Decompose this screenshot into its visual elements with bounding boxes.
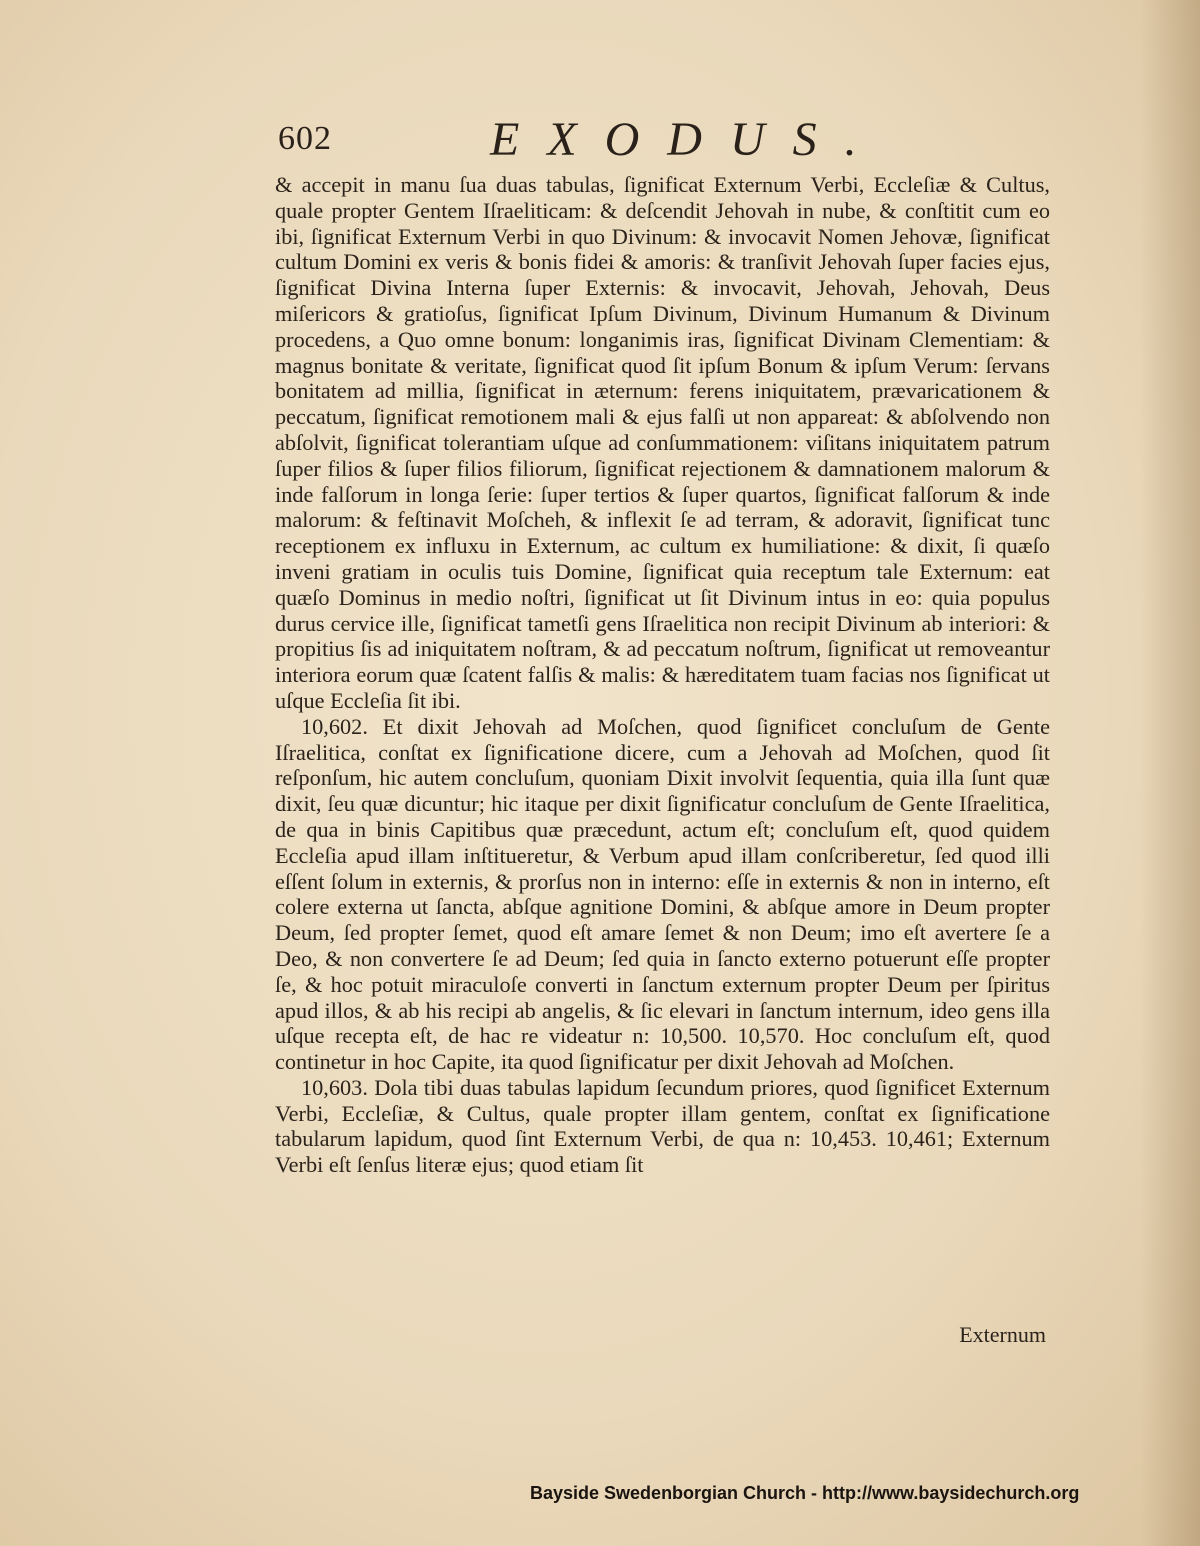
watermark-credit: Bayside Swedenborgian Church - http://www.baysidechurch.org bbox=[530, 1483, 1080, 1503]
page-edge-shadow bbox=[1140, 0, 1200, 1546]
page-header bbox=[278, 112, 1048, 172]
running-title: EXODUS. bbox=[490, 113, 885, 166]
paragraph-10602: 10,602. Et dixit Jehovah ad Moſchen, quod ſignificet concluſum de Gente Iſraelitica, conſtat ex ſignificatione dicere, cum a Jehovah ad Moſchen, quod ſit reſponſum, hic autem concluſum, quoniam Dixit involvit ſequentia, quia illa ſunt quæ dixit, ſeu quæ dicuntur; hic itaque per dixit ſignificatur concluſum de Gente Iſraelitica, de qua in binis Capitibus quæ præcedunt, actum eſt; concluſum eſt, quod quidem Eccleſia apud illam inſtitueretur, & Verbum apud illam conſcriberetur, ſed quod illi eſſent ſolum in externis, & prorſus non in interno: eſſe in externis & non in interno, eſt colere externa ut ſancta, abſque agnitione Domini, & abſque amore in Deum propter Deum, ſed propter ſemet, quod eſt amare ſemet & non Deum; imo eſt avertere ſe a Deo, & non convertere ſe ad Deum; ſed quia in ſancto externo potuerunt eſſe propter ſe, & hoc potuit miraculoſe converti in ſanctum externum propter Deum per ſpiritus apud illos, & ab his recipi ab angelis, & ſic elevari in ſanctum internum, ideo gens illa uſque recepta eſt, de hac re videatur n: 10,500. 10,570. Hoc concluſum eſt, quod continetur in hoc Capite, ita quod ſignificatur per dixit Jehovah ad Moſchen. bbox=[275, 713, 1050, 1075]
page-number: 602 bbox=[278, 120, 332, 157]
body-text bbox=[275, 172, 1050, 1178]
paragraph-continuation: & accepit in manu ſua duas tabulas, ſignificat Externum Verbi, Eccleſiæ & Cultus, quale propter Gentem Iſraeliticam: & deſcendit Jehovah in nube, & conſtitit cum eo ibi, ſignificat Externum Verbi in quo Divinum: & invocavit Nomen Jehovæ, ſignificat cultum Domini ex veris & bonis fidei & amoris: & tranſivit Jehovah ſuper facies ejus, ſignificat Divina Interna ſuper Externis: & invocavit, Jehovah, Jehovah, Deus miſericors & gratioſus, ſignificat Ipſum Divinum, Divinum Humanum & Divinum procedens, a Quo omne bonum: longanimis iras, ſignificat Divinam Clementiam: & magnus bonitate & veritate, ſignificat quod ſit ipſum Bonum & ipſum Verum: ſervans bonitatem ad millia, ſignificat in æternum: ferens iniquitatem, prævaricationem & peccatum, ſignificat remotionem mali & ejus falſi ut non appareat: & abſolvendo non abſolvit, ſignificat tolerantiam uſque ad conſummationem: viſitans iniquitatem patrum ſuper filios & ſuper filios filiorum, ſignificat rejectionem & damnationem malorum & inde falſorum in longa ſerie: ſuper tertios & ſuper quartos, ſignificat falſorum & inde malorum: & feſtinavit Moſcheh, & inflexit ſe ad terram, & adoravit, ſignificat tunc receptionem ex influxu in Externum, ac cultum ex humiliatione: & dixit, ſi quæſo inveni gratiam in oculis tuis Domine, ſignificat quia receptum tale Externum: eat quæſo Dominus in medio noſtri, ſignificat ut ſit Divinum intus in eo: quia populus durus cervice ille, ſignificat tametſi gens Iſraelitica non recipit Divinum ab interiori: & propitius ſis ad iniquitatem noſtram, & ad peccatum noſtrum, ſignificat ut removeantur interiora eorum quæ ſcatent falſis & malis: & hæreditatem tuam facias nos ſignificat ut uſque Eccleſia ſit ibi. bbox=[275, 172, 1050, 713]
paragraph-10603: 10,603. Dola tibi duas tabulas lapidum ſecundum priores, quod ſignificet Externum Verbi, Eccleſiæ, & Cultus, quale propter illam gentem, conſtat ex ſignificatione tabularum lapidum, quod ſint Externum Verbi, de qua n: 10,453. 10,461; Externum Verbi eſt ſenſus literæ ejus; quod etiam ſit bbox=[275, 1074, 1050, 1178]
catchword: Externum bbox=[959, 1322, 1046, 1347]
